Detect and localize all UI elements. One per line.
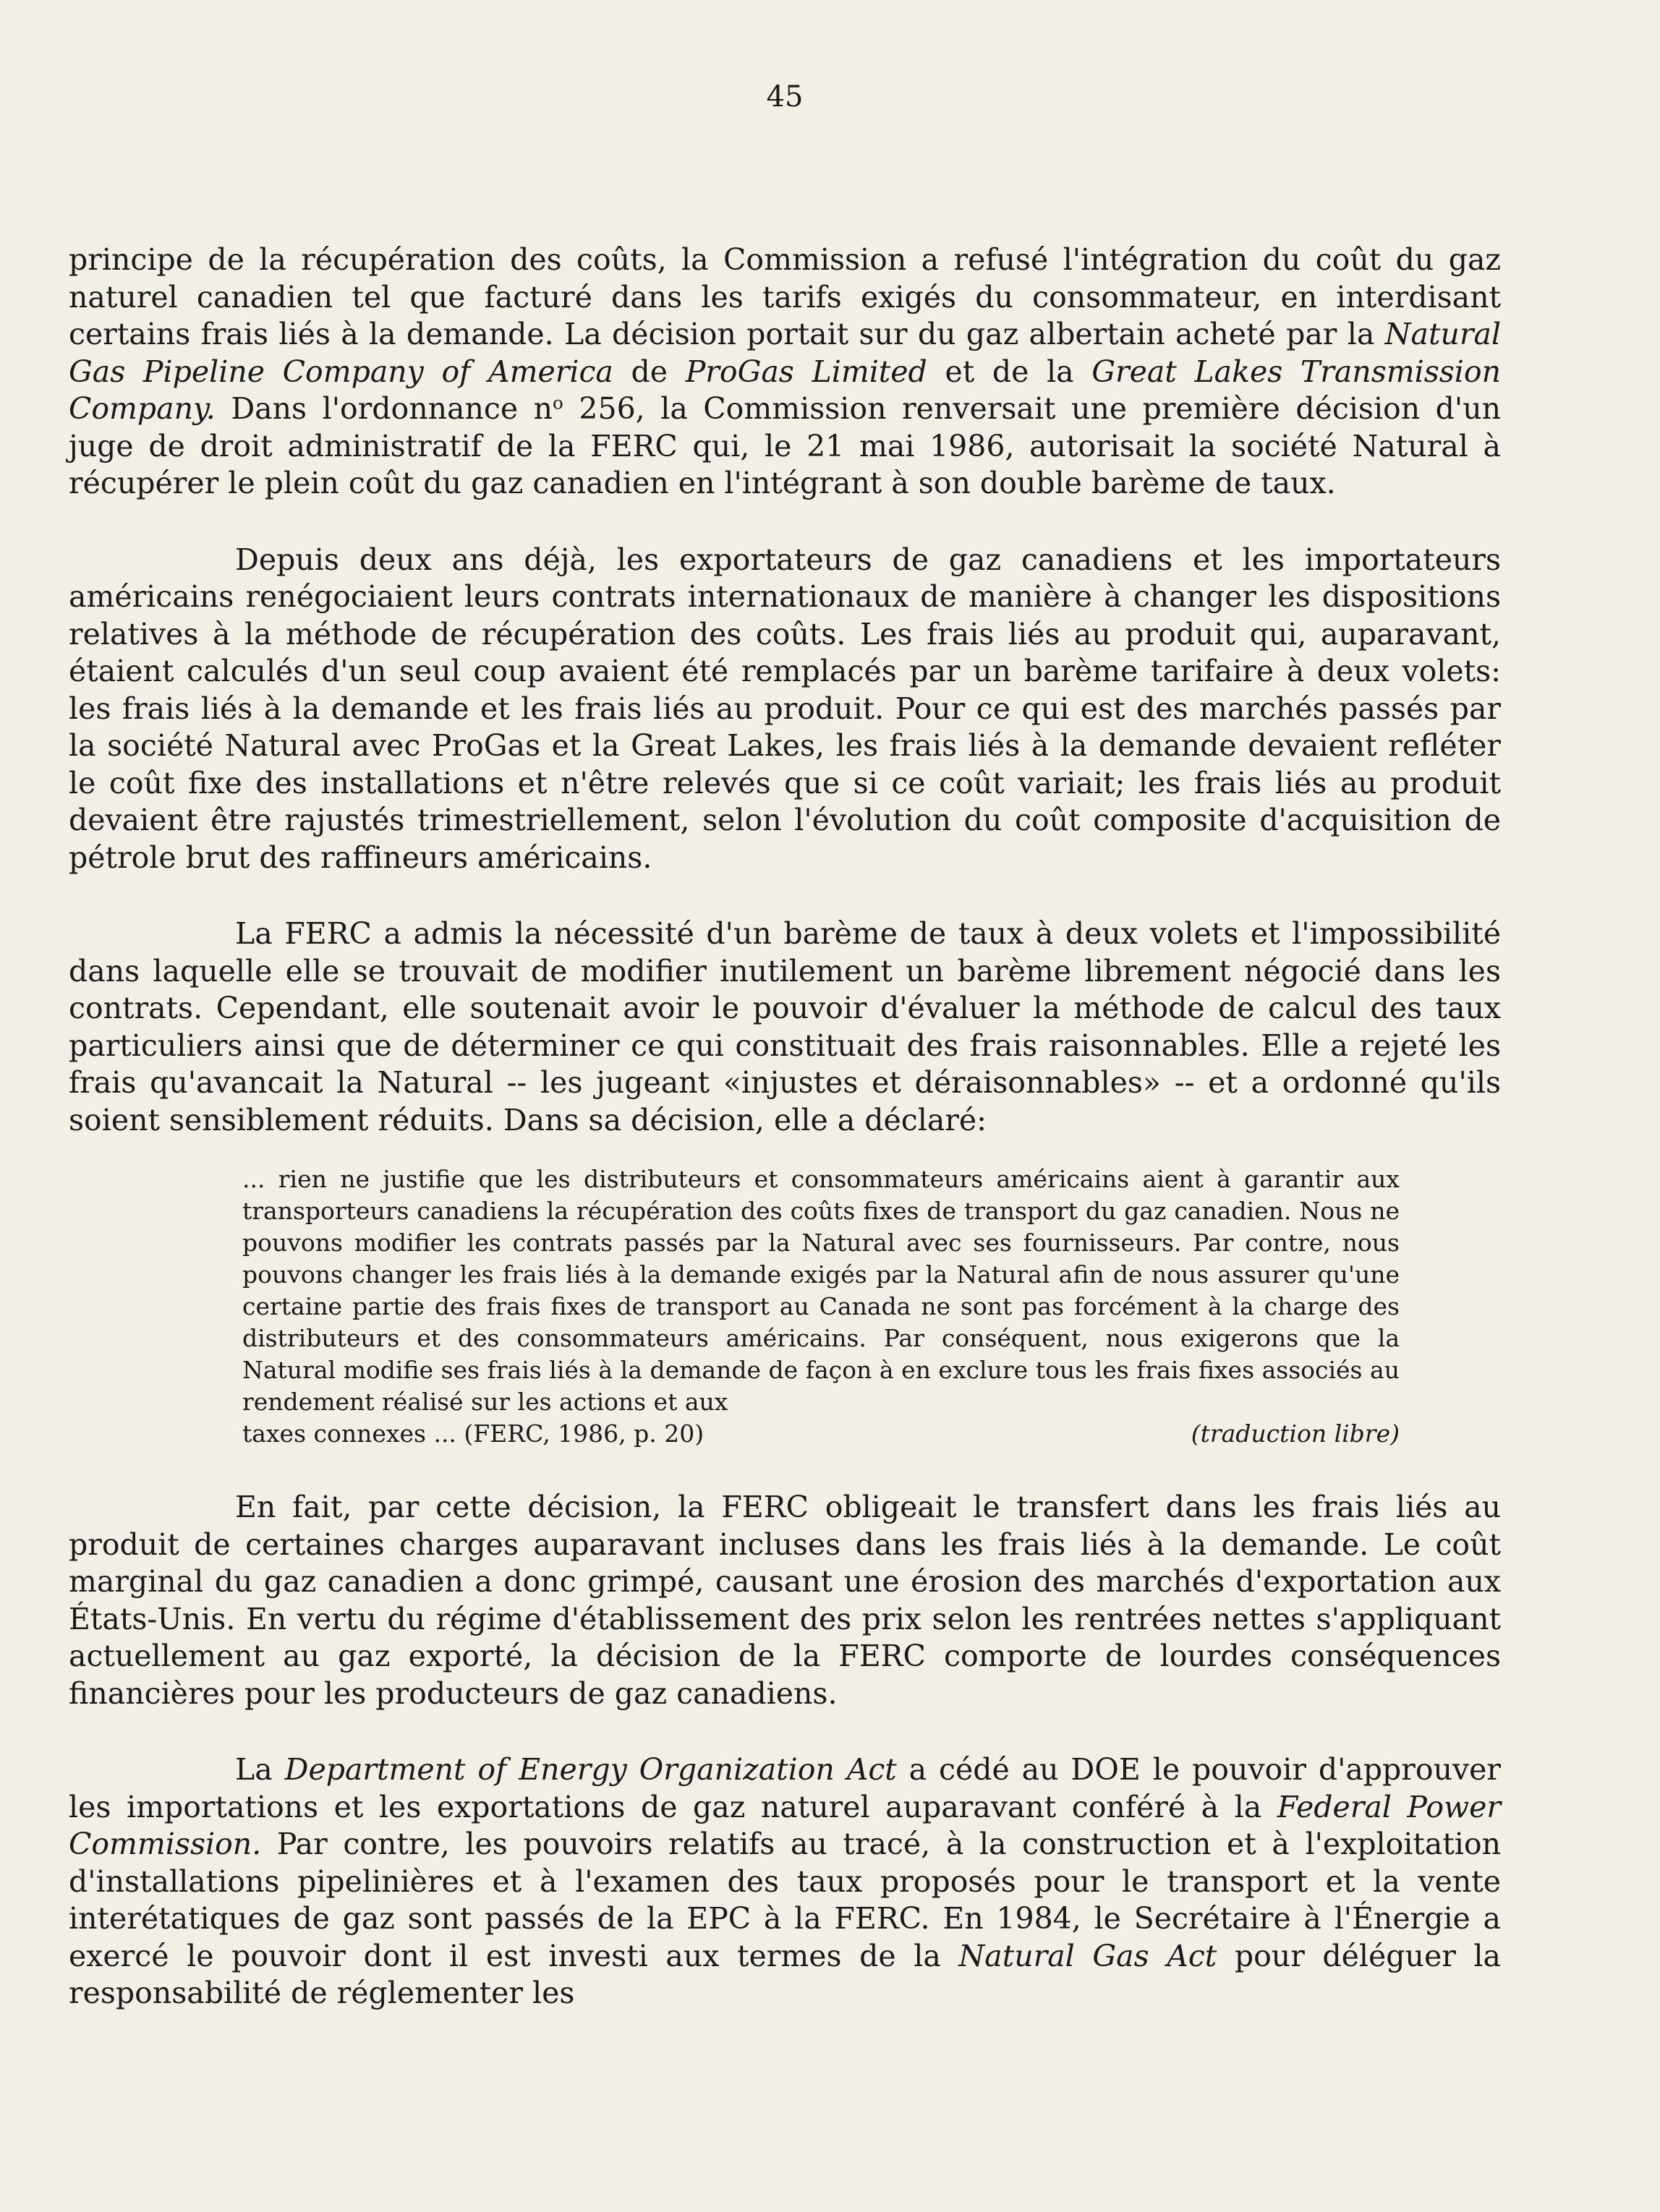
paragraph-5-text-2: a cédé au DOE le pouvoir d'approuver les importations et les exportations de gaz naturel auparavant conféré à la xyxy=(69,1752,1501,1824)
agency-name-federal-power-commission: Federal Power Commission. xyxy=(69,1789,1501,1861)
ordinal-superscript: o xyxy=(553,392,563,414)
paragraph-1-text-5: 256, la Commission renversait une première décision d'un juge de droit administratif de la FERC qui, le 21 mai 1986, autorisait la société Natural à récupérer le plein coût du gaz canadien en l'intégrant à son double barème de taux. xyxy=(69,391,1502,500)
paragraph-5-text-4: pour déléguer la responsabilité de réglementer les xyxy=(69,1938,1501,2010)
paragraph-2: Depuis deux ans déjà, les exportateurs de gaz canadiens et les importateurs américains renégociaient leurs contrats internationaux de manière à changer les dispositions relatives à la méthode de récupération des coûts. Les frais liés au produit qui, auparavant, étaient calculés d'un seul coup avaient été remplacés par un barème tarifaire à deux volets: les frais liés à la demande et les frais liés au produit. Pour ce qui est des marchés passés par la société Natural avec ProGas et la Great Lakes, les frais liés à la demande devaient refléter le coût fixe des installations et n'être relevés que si ce coût variait; les frais liés au produit devaient être rajustés trimestriellement, selon l'évolution du coût composite d'acquisition de pétrole brut des raffineurs américains. xyxy=(69,542,1501,875)
quote-text: ... rien ne justifie que les distributeurs et consommateurs américains aient à garantir aux transporteurs canadiens la récupération des coûts fixes de transport du gaz canadien. Nous ne pouvons modifier les contrats passés par la Natural avec ses fournisseurs. Par contre, nous pouvons changer les frais liés à la demande exigés par la Natural afin de nous assurer qu'une certaine partie des frais fixes de transport au Canada ne sont pas forcément à la charge des distributeurs et des consommateurs américains. Par conséquent, nous exigerons que la Natural modifie ses frais liés à la demande de façon à en exclure tous les frais fixes associés au rendement réalisé sur les actions et aux xyxy=(242,1165,1400,1416)
paragraph-5 xyxy=(69,1751,1501,2012)
act-name-doe-organization: Department of Energy Organization Act xyxy=(284,1752,897,1787)
block-quote xyxy=(242,1163,1400,1450)
paragraph-1-text-1: principe de la récupération des coûts, la Commission a refusé l'intégration du coût du gaz naturel canadien tel que facturé dans les tarifs exigés du consommateur, en interdisant certains frais liés à la demande. La décision portait sur du gaz albertain acheté par la xyxy=(69,242,1501,351)
paragraph-4: En fait, par cette décision, la FERC obligeait le transfert dans les frais liés au produit de certaines charges auparavant incluses dans les frais liés à la demande. Le coût marginal du gaz canadien a donc grimpé, causant une érosion des marchés d'exportation aux États-Unis. En vertu du régime d'établissement des prix selon les rentrées nettes s'appliquant actuellement au gaz exporté, la décision de la FERC comporte de lourdes conséquences financières pour les producteurs de gaz canadiens. xyxy=(69,1490,1501,1711)
act-name-natural-gas-act: Natural Gas Act xyxy=(958,1938,1217,1973)
page-number: 45 xyxy=(766,80,804,114)
paragraph-1-text-2: de xyxy=(613,354,686,389)
company-name-progas: ProGas Limited xyxy=(685,354,927,389)
quote-last-line: taxes connexes ... (FERC, 1986, p. 20) xyxy=(242,1419,705,1448)
translation-note: (traduction libre) xyxy=(1191,1419,1400,1448)
paragraph-5-text-1: La xyxy=(235,1752,285,1787)
paragraph-3: La FERC a admis la nécessité d'un barème de taux à deux volets et l'impossibilité dans laquelle elle se trouvait de modifier inutilement un barème librement négocié dans les contrats. Cependant, elle soutenait avoir le pouvoir d'évaluer la méthode de calcul des taux particuliers ainsi que de déterminer ce qui constituait des frais raisonnables. Elle a rejeté les frais qu'avancait la Natural -- les jugeant «injustes et déraisonnables» -- et a ordonné qu'ils soient sensiblement réduits. Dans sa décision, elle a déclaré: xyxy=(69,916,1501,1137)
body-text xyxy=(69,242,1501,2012)
quote-citation-row xyxy=(242,1418,1400,1450)
paragraph-1 xyxy=(69,242,1501,503)
company-name-natural-gas-pipeline: Natural Gas Pipeline Company of America xyxy=(69,317,1501,389)
company-name-great-lakes: Great Lakes Transmission Company. xyxy=(69,354,1502,426)
paragraph-1-text-3: et de la xyxy=(927,354,1092,389)
paragraph-5-text-3: Par contre, les pouvoirs relatifs au tracé, à la construction et à l'exploitation d'installations pipelinières et à l'examen des taux proposés pour le transport et la vente interétatiques de gaz sont passés de la EPC à la FERC. En 1984, le Secrétaire à l'Énergie a exercé le pouvoir dont il est investi aux termes de la xyxy=(69,1827,1501,1973)
paragraph-1-text-4: Dans l'ordonnance n xyxy=(215,391,553,426)
